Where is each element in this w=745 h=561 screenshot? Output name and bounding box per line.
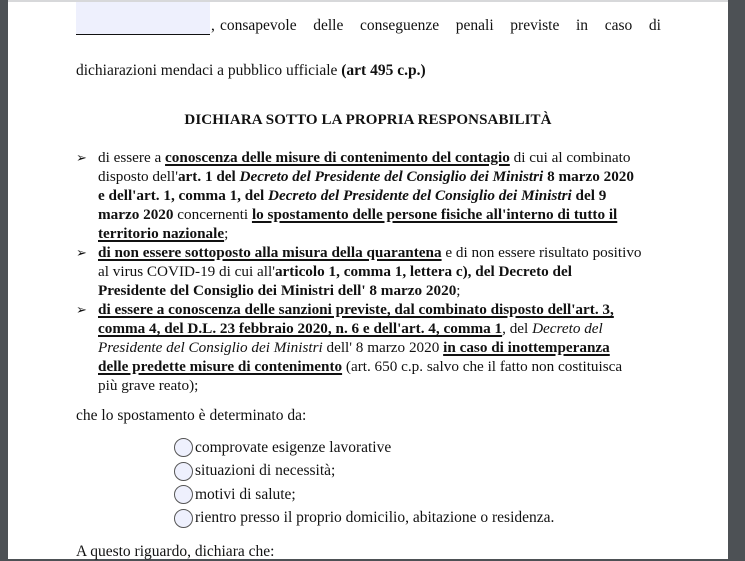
radio-label[interactable]: motivi di salute; — [195, 485, 296, 503]
text: Presidente del Consiglio dei Ministri — [98, 339, 323, 357]
text: disposto dell' — [98, 168, 178, 186]
text: comma 4, del D.L. 23 febbraio 2020, n. 6 e dell'art. 4, comma 1 — [98, 320, 503, 338]
word: consapevole — [220, 17, 297, 34]
text: concernenti — [173, 206, 252, 224]
text: dell' 8 marzo 2020 — [322, 339, 444, 357]
text: articolo 1, comma 1, lettera c), del Decreto del — [274, 263, 572, 281]
radio-button[interactable] — [174, 438, 193, 457]
outro-text: A questo riguardo, dichiara che: — [76, 543, 275, 560]
text: e di non essere risultato positivo — [441, 244, 642, 261]
reason-option-necessity[interactable] — [174, 460, 554, 484]
viewer-left-gutter — [0, 0, 8, 559]
text: di essere a conoscenza delle sanzioni previste, dal combinato disposto dell'art. 3, — [98, 301, 614, 318]
text: , del — [502, 320, 533, 338]
pdf-page — [8, 0, 728, 559]
text: delle predette misure di contenimento — [98, 358, 343, 376]
radio-button[interactable] — [174, 462, 193, 481]
line2-bold: (art 495 c.p.) — [341, 62, 426, 79]
viewer-right-gutter — [728, 0, 745, 559]
text: Decreto del Presidente del Consiglio dei Ministri — [239, 168, 544, 186]
reason-option-return-home[interactable] — [174, 507, 554, 531]
radio-label[interactable]: comprovate esigenze lavorative — [195, 438, 392, 456]
line2-text: dichiarazioni mendaci a pubblico ufficiale — [76, 62, 342, 79]
bullet-item-3 — [98, 300, 658, 395]
text: territorio nazionale — [98, 225, 225, 243]
reason-option-work[interactable] — [174, 436, 554, 460]
text: in caso di inottemperanza — [443, 339, 610, 357]
text: di cui al combinato — [509, 149, 631, 166]
word: di — [648, 17, 661, 34]
word: conseguenze — [359, 17, 440, 34]
section-heading: DICHIARA SOTTO LA PROPRIA RESPONSABILITÀ — [184, 112, 552, 128]
text: più grave reato); — [98, 377, 199, 395]
text: di non essere sottoposto alla misura della quarantena — [98, 244, 442, 261]
text: (art. 650 c.p. salvo che il fatto non costituisca — [342, 358, 623, 376]
text: di essere a — [98, 149, 166, 166]
comma: , — [211, 17, 215, 34]
arrow-bullet-icon: ➢ — [76, 302, 87, 317]
name-input-field[interactable] — [76, 2, 210, 35]
text: lo spostamento delle persone fisiche all'interno di tutto il — [251, 206, 618, 224]
text: Decreto del — [532, 320, 603, 338]
text: Decreto del Presidente del Consiglio dei Ministri — [267, 187, 572, 205]
text: art. 1 del — [177, 168, 240, 186]
word: previste — [510, 17, 560, 34]
text: conoscenza delle misure di contenimento del contagio — [165, 149, 510, 166]
word: caso — [604, 17, 633, 34]
bullet-item-1 — [98, 148, 658, 243]
reason-intro-text: che lo spostamento è determinato da: — [76, 407, 307, 424]
text: ; — [224, 225, 229, 243]
radio-button[interactable] — [174, 485, 193, 504]
word: in — [576, 17, 589, 34]
text: al virus COVID-19 di cui all' — [98, 263, 275, 281]
word: penali — [455, 17, 494, 34]
word: delle — [313, 17, 344, 34]
arrow-bullet-icon: ➢ — [76, 245, 87, 260]
radio-button[interactable] — [174, 509, 193, 528]
reason-radio-group — [174, 436, 554, 530]
declaration-line-2 — [76, 61, 426, 80]
reason-option-health[interactable] — [174, 483, 554, 507]
text: marzo 2020 — [98, 206, 174, 224]
text: ; — [456, 282, 461, 300]
declaration-line-1 — [220, 16, 661, 35]
text: del 9 — [571, 187, 607, 205]
text: Presidente del Consiglio dei Ministri dell' 8 marzo 2020 — [98, 282, 457, 300]
radio-label[interactable]: situazioni di necessità; — [195, 462, 336, 480]
bullet-item-2 — [98, 243, 658, 300]
text: e dell'art. 1, comma 1, del — [98, 187, 268, 205]
text: 8 marzo 2020 — [543, 168, 634, 186]
radio-label[interactable]: rientro presso il proprio domicilio, abitazione o residenza. — [195, 509, 555, 527]
arrow-bullet-icon: ➢ — [76, 150, 87, 165]
